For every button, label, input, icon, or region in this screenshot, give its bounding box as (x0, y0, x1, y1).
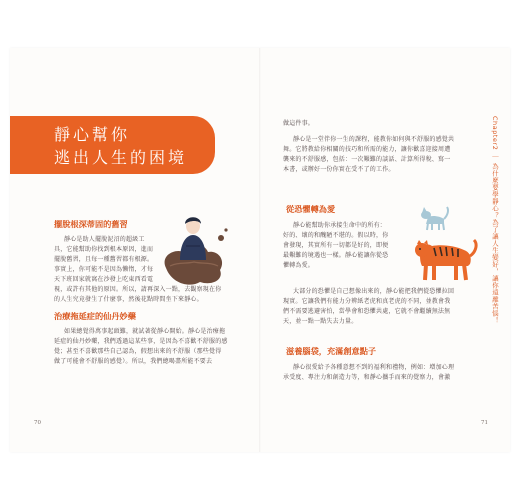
page-number-left: 70 (34, 420, 41, 426)
paragraph-line: 好的、壞的和醜陋不堪的。假以時，你 (283, 232, 389, 239)
paragraph-line: 靜心能幫助你承接生命中的所有： (293, 222, 387, 229)
chapter-side-tab: Chapter2 ｜ 為什麼要學靜心？為了讓人生變好，讓你遠離苦惱！ (491, 116, 499, 324)
book-gutter (259, 48, 261, 452)
paragraph-line: 們不需要逃避害怕，當學會和恐懼共處，它就不會繼續無法無 (283, 308, 451, 315)
paragraph-line: 靜心很愛給予各種意想不到的福利和禮物，例如：增加心理 (293, 364, 455, 371)
paragraph-line: 最艱難的境遇也一樣。靜心能讓你從恐 (283, 252, 389, 259)
section-heading-fear-to-love: 從恐懼轉為愛 (286, 204, 336, 214)
page-number-right: 71 (481, 420, 488, 426)
person-in-mud-illustration (160, 212, 226, 288)
paragraph-line: 懼轉為愛。 (283, 262, 315, 269)
paragraph-line: 靜心是助人擺脫泥沼的超級工 (64, 236, 145, 243)
paragraph-line: 靜心是一堂伴你一生的課程，能教你如何與不舒服的感覺共 (293, 136, 455, 143)
paragraph-line: 的人生究竟發生了什麼事，然後花點時間坐下來靜心。 (54, 296, 203, 303)
tiger-illustration (412, 236, 478, 282)
paragraph-line: 視，或許有其他的原因。所以，請再深入一點，去觀察現在你 (54, 286, 222, 293)
paragraph-line: 具，它能幫助你找到根本原因，進而 (54, 246, 154, 253)
paragraph-line: 舞。它將教給你相關的技巧和所需的能力，讓你歡喜迎接周遭 (283, 146, 451, 153)
paragraph-line: 天，並一點一點失去力量。 (283, 318, 358, 325)
paragraph-line: 做這件事。 (283, 120, 315, 127)
section-heading-old-habits: 擺脫根深蒂固的舊習 (54, 219, 128, 229)
section-heading-creativity: 滋養腦袋，充滿創意點子 (286, 346, 377, 356)
paragraph-line: 本書，或辦好一份你實在受不了的工作。 (283, 166, 395, 173)
paragraph-line: 大部分的恐懼是自己想像出來的，靜心能把我們從恐懼拉回 (293, 288, 455, 295)
paragraph-line: 如果總覺得萬事起頭難，就試著從靜心開始。靜心是治療拖 (64, 328, 226, 335)
paragraph-line: 做了可能會不舒服的感覺）。所以，我們總喝盡所能不要去 (54, 358, 213, 365)
paragraph-line: 事實上，你可能不是因為懶惰，才每 (54, 266, 154, 273)
paragraph-line: 襲來的不舒服感，包括：一次艱難的談話、計算所得稅、寫一 (283, 156, 451, 163)
section-heading-procrastination: 治療拖延症的仙丹妙藥 (54, 311, 136, 321)
paragraph-line: 現實。它讓我們有能力分辨紙老虎和真老虎的不同，並教會我 (283, 298, 451, 305)
cat-illustration (418, 205, 450, 231)
chapter-title-line-1: 靜心幫你 (54, 125, 131, 144)
paragraph-line: 延症的仙丹妙藥，我們透過這某些事，是因為不喜歡不舒服的感 (54, 338, 228, 345)
paragraph-line: 天下班回家就窩在沙發上吃東西看電 (54, 276, 154, 283)
paragraph-line: 承受度、專注力和創造力等，和靜心攜手而來的覺察力，會激 (283, 374, 451, 381)
chapter-title-line-2: 逃出人生的困境 (54, 148, 188, 167)
paragraph-line: 擺脫舊習，且每一種舊習都有根源。 (54, 256, 154, 263)
paragraph-line: 覺；甚至不喜歡那些自己認為，假想出來的不舒服（那些覺得 (54, 348, 222, 355)
paragraph-line: 會發現，其實所有一切都是好的，即便 (283, 242, 389, 249)
